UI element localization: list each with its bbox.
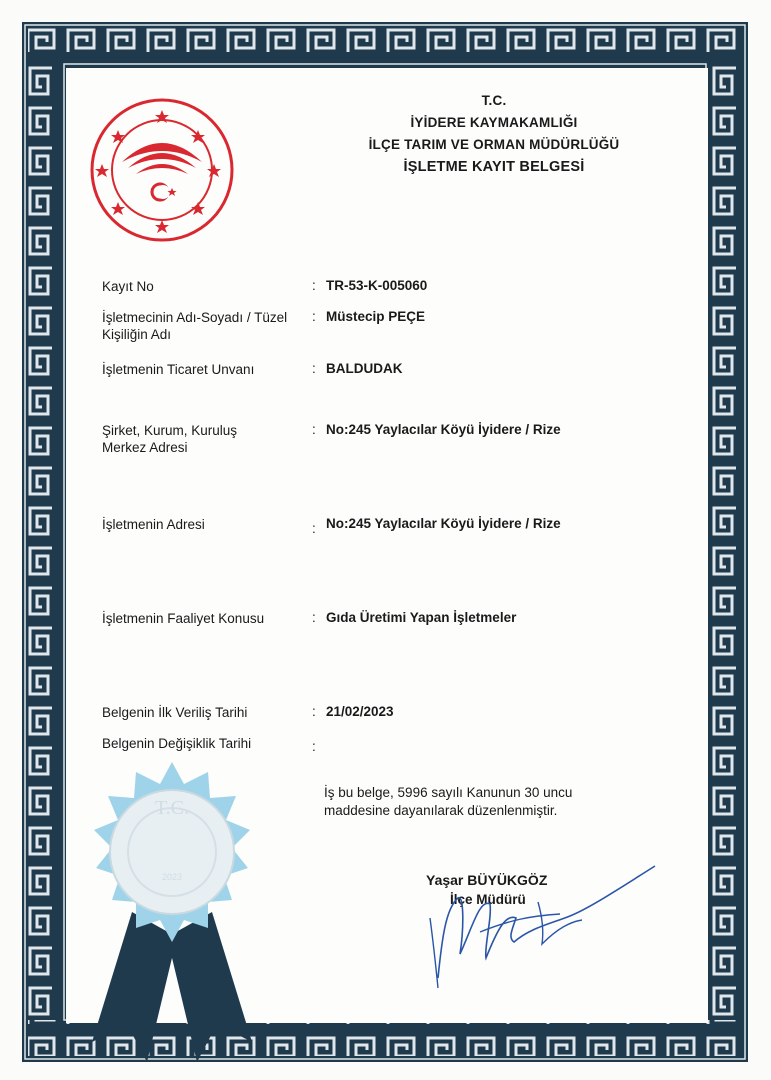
signatory-name: Yaşar BÜYÜKGÖZ <box>426 872 548 888</box>
legal-note: İş bu belge, 5996 sayılı Kanunun 30 uncu maddesine dayanılarak düzenlenmiştir. <box>324 785 573 818</box>
official-seal-icon <box>52 762 292 1072</box>
field-colon: : <box>312 704 316 719</box>
field-label: Kayıt No <box>102 279 154 294</box>
field-value: Müstecip PEÇE <box>326 309 426 324</box>
certificate-header <box>284 90 704 178</box>
field-label: İşletmenin Adresi <box>102 517 205 532</box>
signatory-title: İlçe Müdürü <box>450 892 526 907</box>
svg-text:T.C.: T.C. <box>154 797 190 819</box>
field-value: No:245 Yaylacılar Köyü İyidere / Rize <box>326 516 561 531</box>
field-value: 21/02/2023 <box>326 704 394 719</box>
svg-text:2023: 2023 <box>161 872 183 882</box>
field-colon: : <box>312 278 316 293</box>
field-colon: : <box>312 610 316 625</box>
header-mudurluk: İLÇE TARIM VE ORMAN MÜDÜRLÜĞÜ <box>368 137 620 152</box>
field-label: Şirket, Kurum, Kuruluş Merkez Adresi <box>102 423 238 455</box>
header-tc: T.C. <box>481 93 507 108</box>
field-label: İşletmecinin Adı-Soyadı / Tüzel Kişiliğin Adı <box>102 310 288 342</box>
ministry-logo-icon <box>88 96 236 244</box>
field-colon: : <box>312 361 316 376</box>
certificate-title: İŞLETME KAYIT BELGESİ <box>403 159 585 175</box>
field-label: İşletmenin Ticaret Unvanı <box>102 362 255 377</box>
header-kaymakamlik: İYİDERE KAYMAKAMLIĞI <box>410 115 578 130</box>
field-label: İşletmenin Faaliyet Konusu <box>102 611 265 626</box>
field-label: Belgenin Değişiklik Tarihi <box>102 736 252 751</box>
field-colon: : <box>312 739 316 754</box>
field-value: Gıda Üretimi Yapan İşletmeler <box>326 610 517 625</box>
field-colon: : <box>312 521 316 536</box>
field-label: Belgenin İlk Veriliş Tarihi <box>102 705 248 720</box>
field-value: No:245 Yaylacılar Köyü İyidere / Rize <box>326 422 561 437</box>
field-value: TR-53-K-005060 <box>326 278 428 293</box>
field-value: BALDUDAK <box>326 361 403 376</box>
field-colon: : <box>312 309 316 324</box>
field-colon: : <box>312 422 316 437</box>
handwritten-signature <box>420 858 660 998</box>
